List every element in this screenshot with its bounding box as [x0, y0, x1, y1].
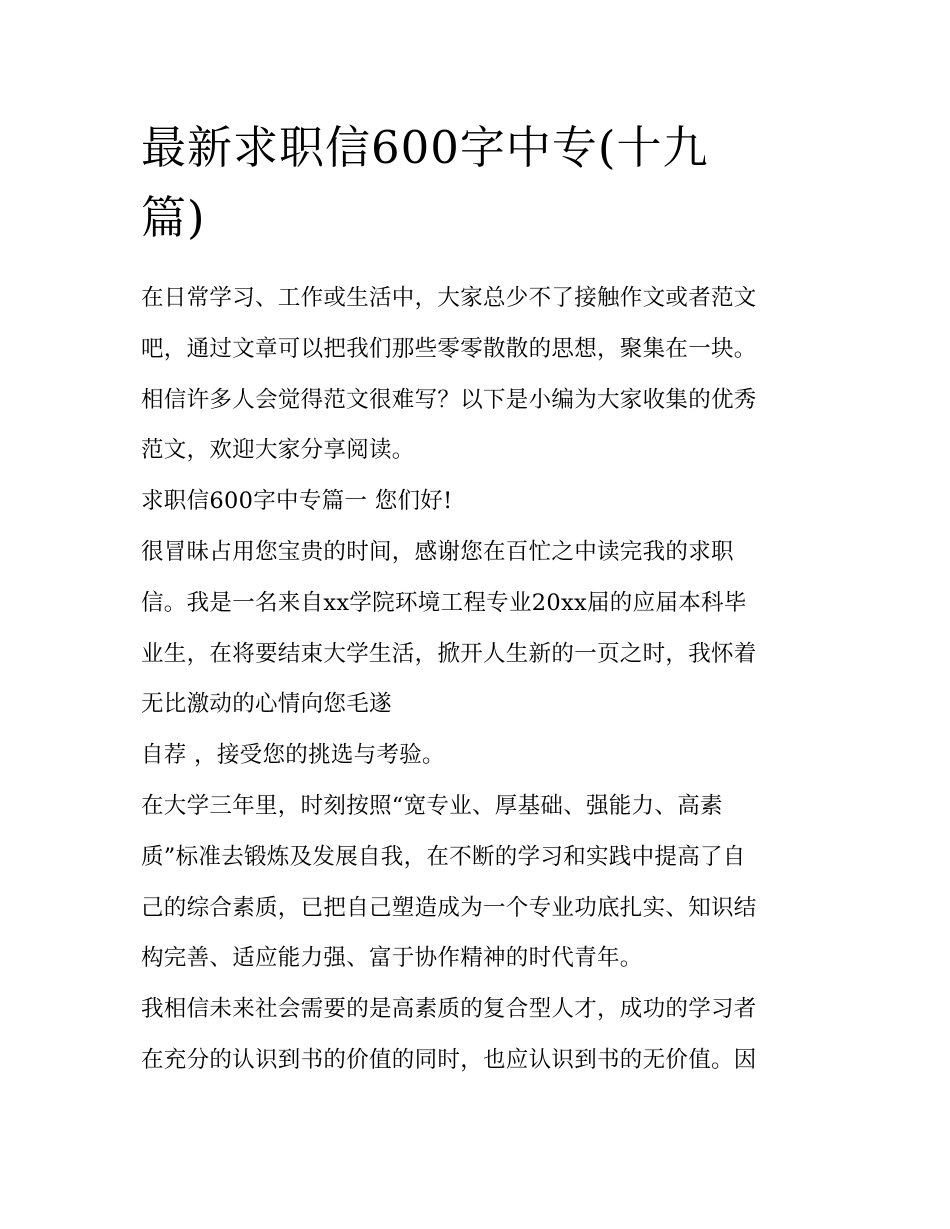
text-line: 吧，通过文章可以把我们那些零零散散的思想，聚集在一块。 — [141, 335, 757, 362]
document-title — [141, 113, 816, 253]
text-line: 自荐 ，接受您的挑选与考验。 — [141, 742, 445, 769]
text-line: 在充分的认识到书的价值的同时，也应认识到书的无价值。因 — [141, 1046, 757, 1073]
text-line: 范文，欢迎大家分享阅读。 — [141, 437, 415, 464]
title-line-2: 篇) — [141, 191, 206, 244]
text-line: 构完善、适应能力强、富于协作精神的时代青年。 — [141, 945, 643, 972]
text-line: 业生，在将要结束大学生活，掀开人生新的一页之时，我怀着 — [141, 640, 757, 667]
document-body — [141, 113, 816, 1086]
text-line: 在日常学习、工作或生活中，大家总少不了接触作文或者范文 — [141, 285, 757, 311]
title-line-1: 最新求职信600字中专(十九 — [141, 121, 709, 174]
text-line: 在大学三年里，时刻按照“宽专业、厚基础、强能力、高素 — [141, 792, 723, 819]
text-line: 很冒昧占用您宝贵的时间，感谢您在百忙之中读完我的求职 — [141, 538, 734, 565]
text-line: 质”标准去锻炼及发展自我，在不断的学习和实践中提高了自 — [141, 843, 746, 870]
text-line: 己的综合素质，已把自己塑造成为一个专业功底扎实、知识结 — [141, 894, 757, 921]
text-line: 无比激动的心情向您毛遂 — [141, 691, 392, 718]
text-line: 信。我是一名来自xx学院环境工程专业20xx届的应届本科毕 — [141, 589, 747, 616]
document-text — [141, 273, 816, 1086]
text-line: 相信许多人会觉得范文很难写？以下是小编为大家收集的优秀 — [141, 386, 757, 413]
text-line: 我相信未来社会需要的是高素质的复合型人才，成功的学习者 — [141, 996, 757, 1023]
section-heading-line: 求职信600字中专篇一 您们好! — [141, 488, 453, 515]
